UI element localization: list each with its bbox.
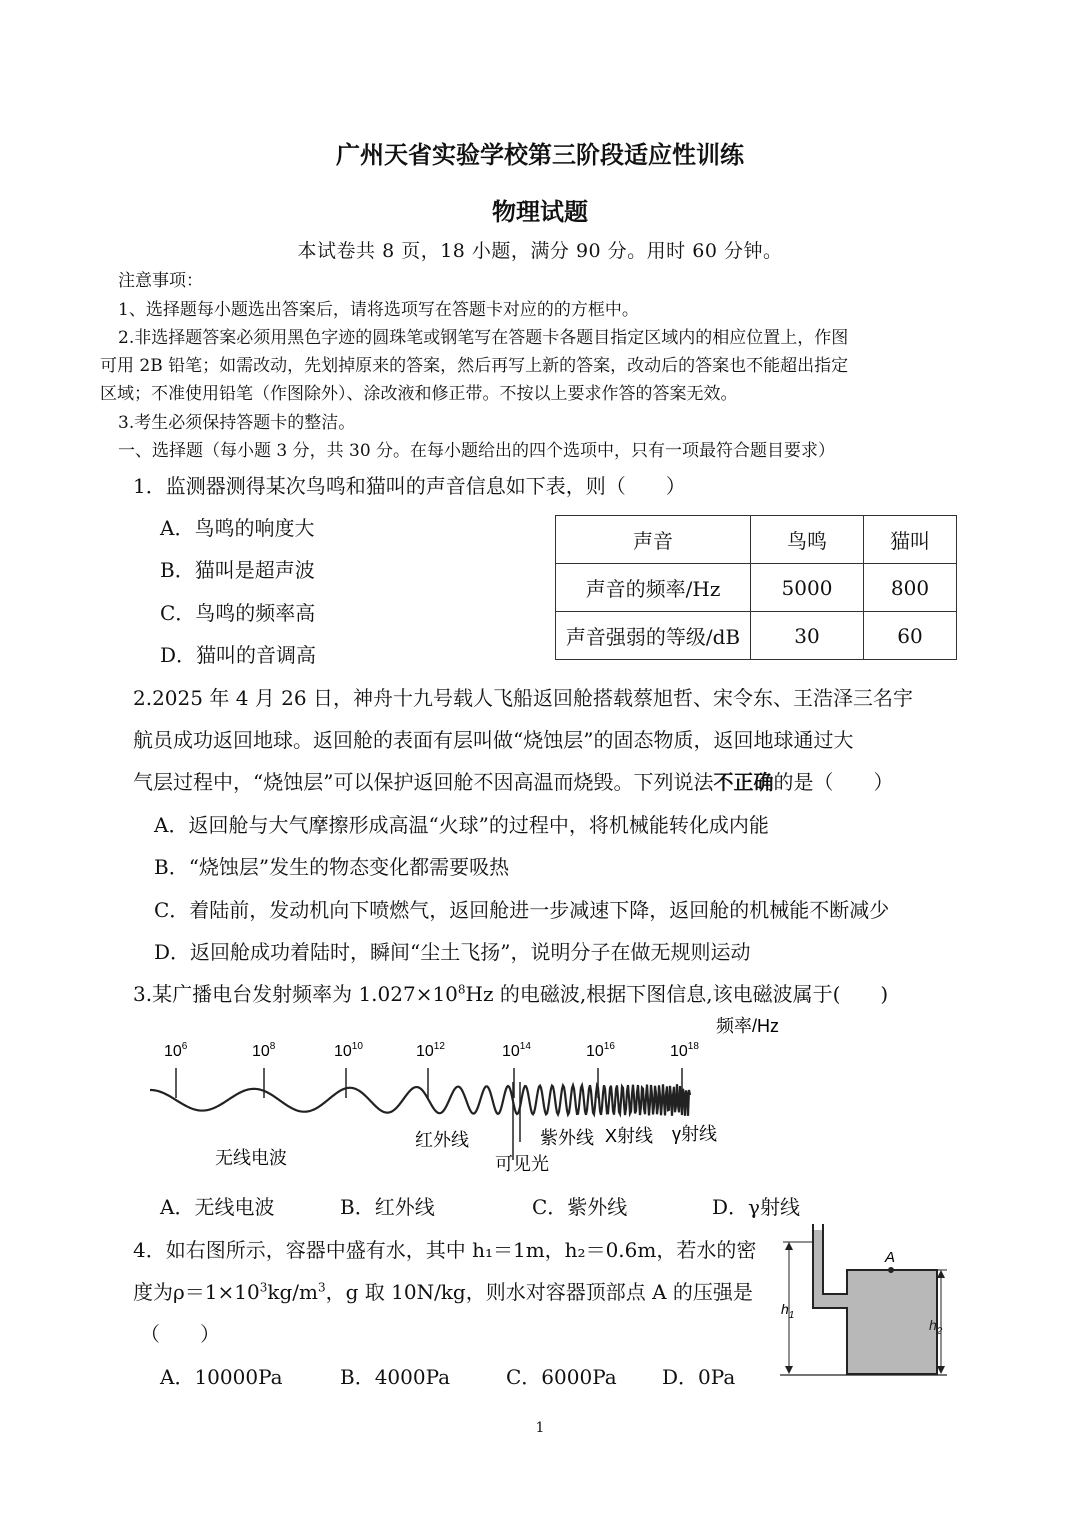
point-a-marker	[888, 1267, 894, 1273]
question-2-option-d: D．返回舱成功着陆时，瞬间“尘土飞扬”，说明分子在做无规则运动	[154, 940, 751, 964]
question-1-option-a: A．鸟鸣的响度大	[160, 516, 315, 540]
table-cell: 30	[751, 612, 864, 660]
question-4-line-2-end: ，g 取 10N/kg，则水对容器顶部点 A 的压强是	[325, 1280, 753, 1304]
question-3-option-a: A．无线电波	[160, 1195, 275, 1219]
table-header-cell: 猫叫	[864, 516, 957, 564]
question-2-option-a: A．返回舱与大气摩擦形成高温“火球”的过程中，将机械能转化成内能	[154, 813, 769, 837]
question-3-stem	[133, 978, 888, 1007]
question-3-stem-text: 3.某广播电台发射频率为 1.027×10	[133, 982, 458, 1006]
table-row	[556, 564, 957, 612]
question-1-option-c: C．鸟鸣的频率高	[160, 601, 316, 625]
h1-arrow-head-top	[785, 1242, 793, 1250]
band-radio-label: 无线电波	[215, 1148, 287, 1168]
h2-arrow-head-top	[937, 1270, 945, 1278]
question-4-option-c: C．6000Pa	[506, 1365, 617, 1389]
question-4-exponent: 3	[259, 1280, 268, 1295]
question-2-option-b: B．“烧蚀层”发生的物态变化都需要吸热	[154, 855, 510, 879]
table-cell: 5000	[751, 564, 864, 612]
notes-heading: 注意事项：	[118, 271, 203, 291]
question-4-line-3: （ ）	[140, 1322, 220, 1346]
question-4-option-b: B．4000Pa	[340, 1365, 451, 1389]
spectrum-tick-label: $10^{18}$	[670, 1041, 699, 1060]
note-item-3: 3.考生必须保持答题卡的整洁。	[118, 413, 356, 433]
table-header-cell: 声音	[556, 516, 751, 564]
question-3-option-b: B．红外线	[340, 1195, 435, 1219]
h2-label: $h_2$	[929, 1317, 943, 1337]
question-2-line-3-text: 气层过程中，“烧蚀层”可以保护返回舱不因高温而烧毁。下列说法	[133, 770, 714, 794]
question-2-emphasis: 不正确	[713, 770, 774, 794]
note-item-1: 1、选择题每小题选出答案后，请将选项写在答题卡对应的的方框中。	[118, 300, 639, 320]
question-1-option-d: D．猫叫的音调高	[160, 643, 317, 667]
exam-subtitle: 物理试题	[492, 197, 588, 226]
band-ultraviolet-label: 紫外线	[540, 1128, 594, 1148]
question-3-option-d: D．γ射线	[712, 1195, 800, 1219]
table-cell: 声音强弱的等级/dB	[556, 612, 751, 660]
spectrum-tick-label: $10^{14}$	[502, 1041, 531, 1060]
question-2-line-2: 航员成功返回地球。返回舱的表面有层叫做“烧蚀层”的固态物质，返回地球通过大	[133, 728, 854, 752]
question-2-line-1: 2.2025 年 4 月 26 日，神舟十九号载人飞船返回舱搭载蔡旭哲、宋令东、王浩泽三名宇	[133, 686, 913, 710]
question-4-line-1: 4．如右图所示，容器中盛有水，其中 h₁＝1m，h₂＝0.6m，若水的密	[133, 1238, 757, 1262]
question-3-stem-end: Hz 的电磁波,根据下图信息,该电磁波属于( )	[465, 982, 889, 1006]
spectrum-axis-label: 频率/Hz	[716, 1016, 779, 1036]
spectrum-tick-label: $10^8$	[252, 1041, 276, 1060]
table-row	[556, 516, 957, 564]
exam-title: 广州天省实验学校第三阶段适应性训练	[336, 140, 744, 169]
question-3-option-c: C．紫外线	[532, 1195, 628, 1219]
spectrum-tick-label: $10^6$	[164, 1041, 188, 1060]
question-1-option-b: B．猫叫是超声波	[160, 558, 315, 582]
note-item-2-line-3: 区域；不准使用铅笔（作图除外）、涂改液和修正带。不按以上要求作答的答案无效。	[100, 384, 738, 404]
band-xray-label: X射线	[605, 1126, 654, 1146]
table-cell: 60	[864, 612, 957, 660]
point-a-label: A	[885, 1249, 896, 1266]
sound-info-table	[555, 515, 957, 660]
question-4-unit: kg/m	[267, 1280, 318, 1304]
spectrum-tick-label: $10^{12}$	[416, 1041, 445, 1060]
h2-arrow-head-bottom	[937, 1366, 945, 1374]
page-number: 1	[535, 1420, 545, 1436]
band-infrared-label: 红外线	[415, 1130, 469, 1150]
question-4-line-2-text: 度为ρ＝1×10	[133, 1280, 260, 1304]
container-figure	[775, 1222, 955, 1382]
spectrum-tick-label: $10^{10}$	[334, 1041, 363, 1060]
spectrum-ticks	[164, 1041, 699, 1098]
question-4-line-2	[133, 1276, 753, 1305]
question-2-line-3	[133, 766, 893, 795]
question-1-stem: 1．监测器测得某次鸟鸣和猫叫的声音信息如下表，则（ ）	[133, 474, 686, 498]
em-spectrum-figure	[140, 1010, 779, 1180]
band-visible-label: 可见光	[495, 1154, 549, 1174]
h1-arrow-head-bottom	[785, 1366, 793, 1374]
note-item-2-line-2: 可用 2B 铅笔；如需改动，先划掉原来的答案，然后再写上新的答案，改动后的答案也不能超出指定	[100, 356, 849, 376]
question-4-unit-exponent: 3	[317, 1280, 326, 1295]
water-fill	[813, 1230, 937, 1374]
spectrum-tick-label: $10^{16}$	[586, 1041, 615, 1060]
exam-info: 本试卷共 8 页，18 小题，满分 90 分。用时 60 分钟。	[297, 240, 783, 262]
h1-label: $h_1$	[781, 1301, 795, 1321]
spectrum-wave	[150, 1084, 690, 1116]
section-heading: 一、选择题（每小题 3 分，共 30 分。在每小题给出的四个选项中，只有一项最符合题目要求）	[118, 441, 836, 461]
table-cell: 声音的频率/Hz	[556, 564, 751, 612]
question-4-option-a: A．10000Pa	[160, 1365, 283, 1389]
question-2-line-3-end: 的是（ ）	[773, 770, 894, 794]
question-4-option-d: D．0Pa	[662, 1365, 736, 1389]
table-row	[556, 612, 957, 660]
note-item-2-line-1: 2.非选择题答案必须用黑色字迹的圆珠笔或钢笔写在答题卡各题目指定区域内的相应位置上，作图	[118, 328, 849, 348]
table-cell: 800	[864, 564, 957, 612]
table-header-cell: 鸟鸣	[751, 516, 864, 564]
band-gamma-label: γ射线	[672, 1124, 717, 1144]
question-3-exponent: 8	[457, 982, 466, 997]
question-2-option-c: C．着陆前，发动机向下喷燃气，返回舱进一步减速下降，返回舱的机械能不断减少	[154, 898, 890, 922]
